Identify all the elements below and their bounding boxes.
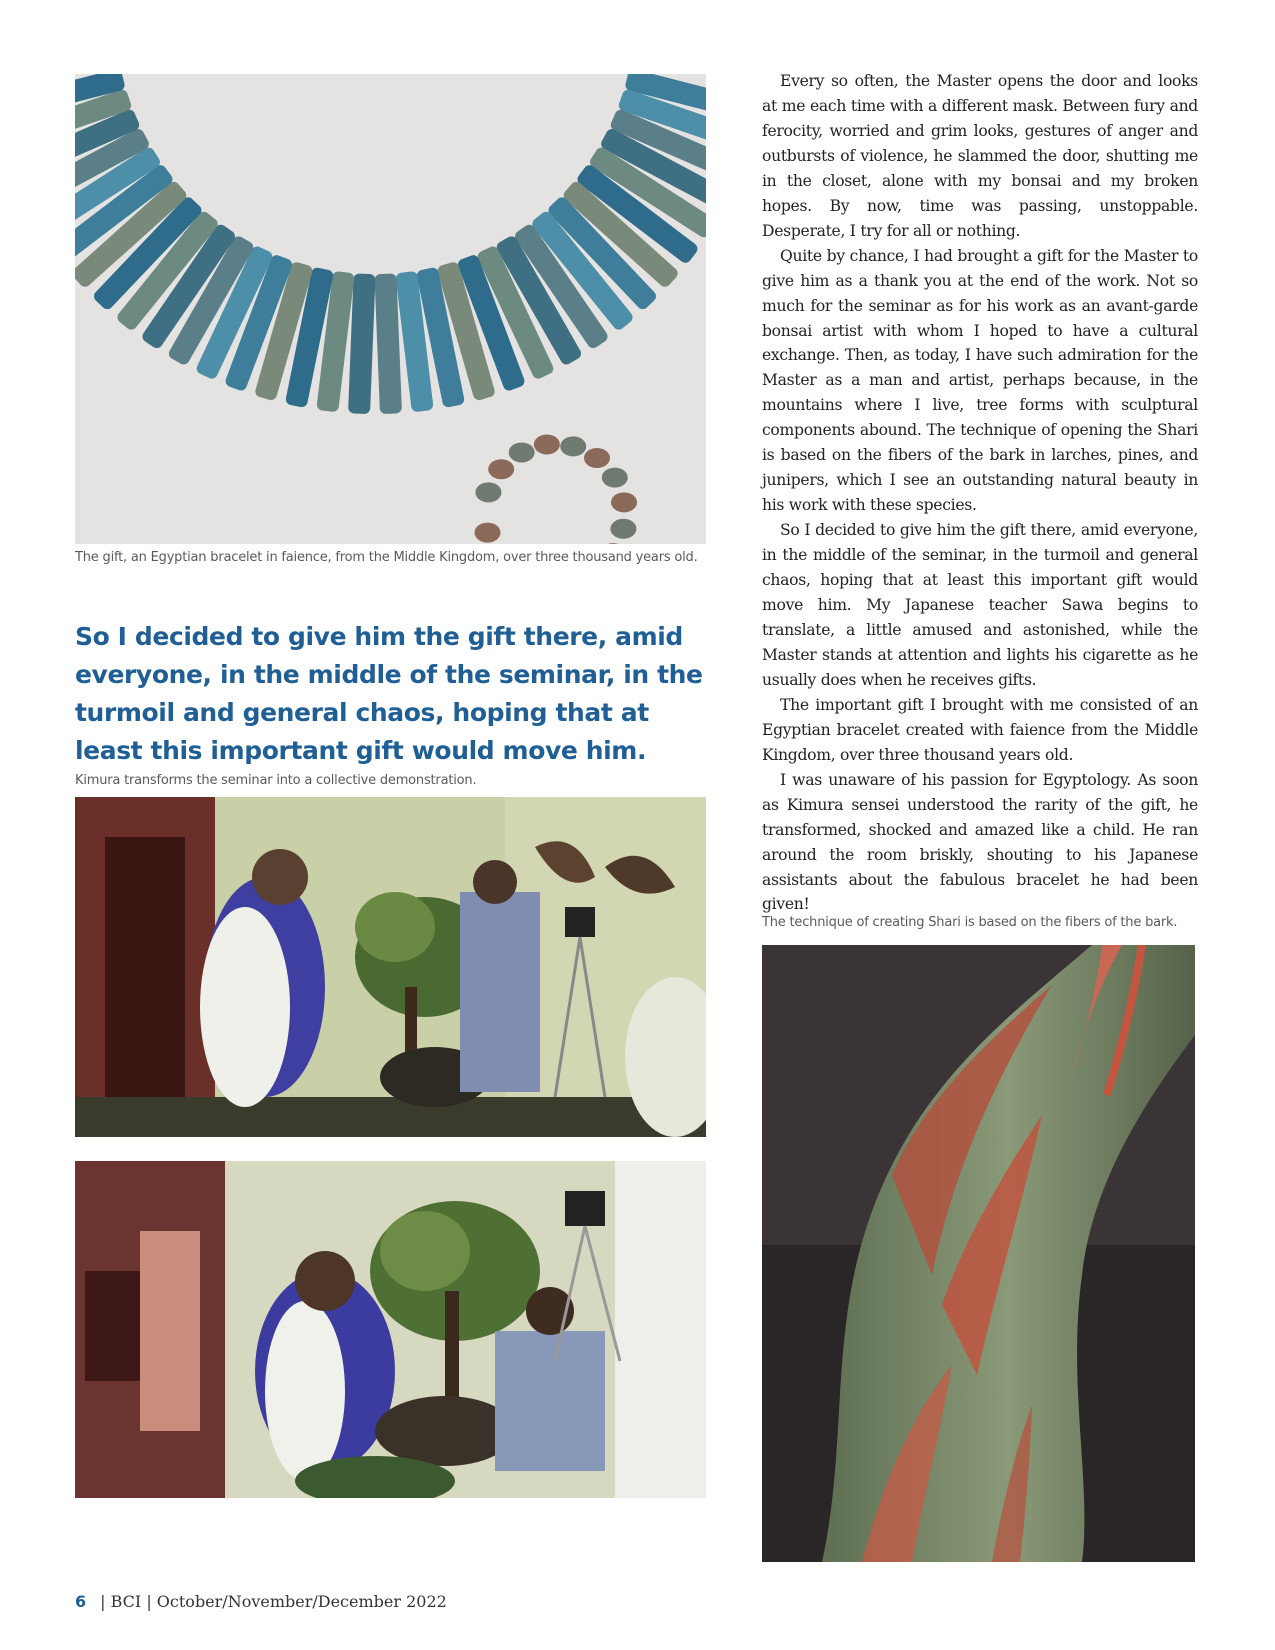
bracelet-caption: The gift, an Egyptian bracelet in faience, from the Middle Kingdom, over three thousand years old. <box>75 550 698 565</box>
pull-quote <box>75 618 703 770</box>
page-number: 6 <box>75 1592 87 1611</box>
shari-photo <box>762 945 1195 1562</box>
body-paragraph: The important gift I brought with me consisted of an Egyptian bracelet created with faience from the Middle Kingdom, over three thousand years old. <box>762 695 1198 764</box>
body-paragraph: Quite by chance, I had brought a gift for the Master to give him as a thank you at the end of the work. Not so much for the seminar as for his work as an avant-garde bonsai artist with whom I hoped to have a cultural exchange. Then, as today, I have such admiration for the Master as a man and artist, perhaps because, in the mountains where I live, tree forms with sculptural components abound. The technique of opening the Shari is based on the fibers of the bark in larches, pines, and junipers, which I see an outstanding natural beauty in his work with these species. <box>762 246 1198 515</box>
seminar-photo-1 <box>75 797 706 1137</box>
body-paragraph: I was unaware of his passion for Egyptology. As soon as Kimura sensei understood the rarity of the gift, he transformed, shocked and amazed like a child. He ran around the room briskly, shouting to his Japanese assistants about the fabulous bracelet he had been given! <box>762 770 1198 914</box>
seminar-photo-2 <box>75 1161 706 1498</box>
shari-caption: The technique of creating Shari is based on the fibers of the bark. <box>762 915 1178 930</box>
bracelet-photo <box>75 74 706 544</box>
page-footer <box>75 1592 447 1611</box>
body-paragraph: So I decided to give him the gift there, amid everyone, in the middle of the seminar, in the turmoil and general chaos, hoping that at least this important gift would move him. My Japanese teacher Sawa begins to translate, a little amused and astonished, while the Master stands at attention and lights his cigarette as he usually does when he receives gifts. <box>762 521 1198 689</box>
publication-info: | BCI | October/November/December 2022 <box>100 1592 447 1611</box>
pull-quote-line: everyone, in the middle of the seminar, in the <box>75 660 703 689</box>
body-paragraph: Every so often, the Master opens the door and looks at me each time with a different mask. Between fury and ferocity, worried and grim looks, gestures of anger and outbursts of violence, he slammed the door, shutting me in the closet, alone with my bonsai and my broken hopes. By now, time was passing, unstoppable. Desperate, I try for all or nothing. <box>762 72 1198 240</box>
pull-quote-line: turmoil and general chaos, hoping that at <box>75 698 649 727</box>
article-body <box>762 69 1198 917</box>
pull-quote-line: So I decided to give him the gift there, amid <box>75 622 683 651</box>
seminar-caption: Kimura transforms the seminar into a collective demonstration. <box>75 773 477 788</box>
pull-quote-line: least this important gift would move him. <box>75 736 647 765</box>
